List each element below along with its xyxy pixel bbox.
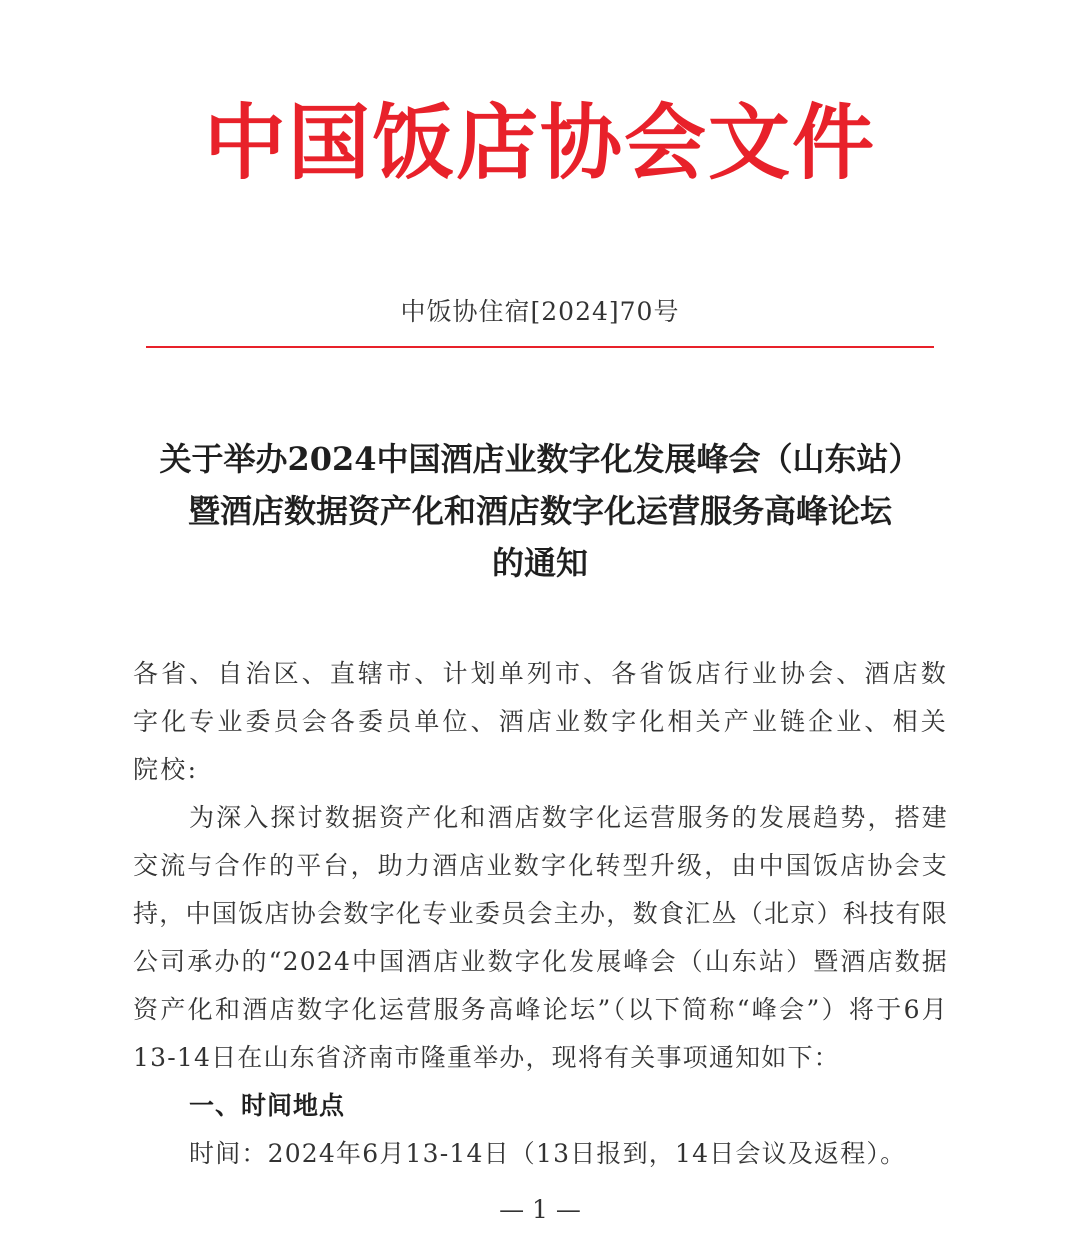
document-number: 中饭协住宿[2024]70号 xyxy=(400,297,680,326)
section-heading-time-location: 一、时间地点 xyxy=(189,1091,346,1120)
title-line-1: 关于举办2024中国酒店业数字化发展峰会（山东站） xyxy=(159,440,921,478)
event-time-line: 时间：2024年6月13-14日（13日报到，14日会议及返程）。 xyxy=(189,1139,907,1168)
notice-body xyxy=(133,650,948,1178)
masthead-title: 中国饭店协会文件 xyxy=(203,95,876,191)
page-number: — 1 — xyxy=(499,1195,581,1224)
title-line-2: 暨酒店数据资产化和酒店数字化运营服务高峰论坛 xyxy=(187,492,892,530)
addressee-paragraph: 各省、自治区、直辖市、计划单列市、各省饭店行业协会、酒店数字化专业委员会各委员单位、酒店业数字化相关产业链企业、相关院校: xyxy=(133,659,948,784)
notice-title xyxy=(100,433,980,589)
red-divider-line xyxy=(146,346,934,348)
intro-paragraph: 为深入探讨数据资产化和酒店数字化运营服务的发展趋势，搭建交流与合作的平台，助力酒店业数字化转型升级，由中国饭店协会支持，中国饭店协会数字化专业委员会主办，数食汇丛（北京）科技有限公司承办的“2024中国酒店业数字化发展峰会（山东站）暨酒店数据资产化和酒店数字化运营服务高峰论坛”（以下简称“峰会”）将于6月13-14日在山东省济南市隆重举办，现将有关事项通知如下： xyxy=(133,803,948,1072)
title-line-3: 的通知 xyxy=(491,544,588,582)
